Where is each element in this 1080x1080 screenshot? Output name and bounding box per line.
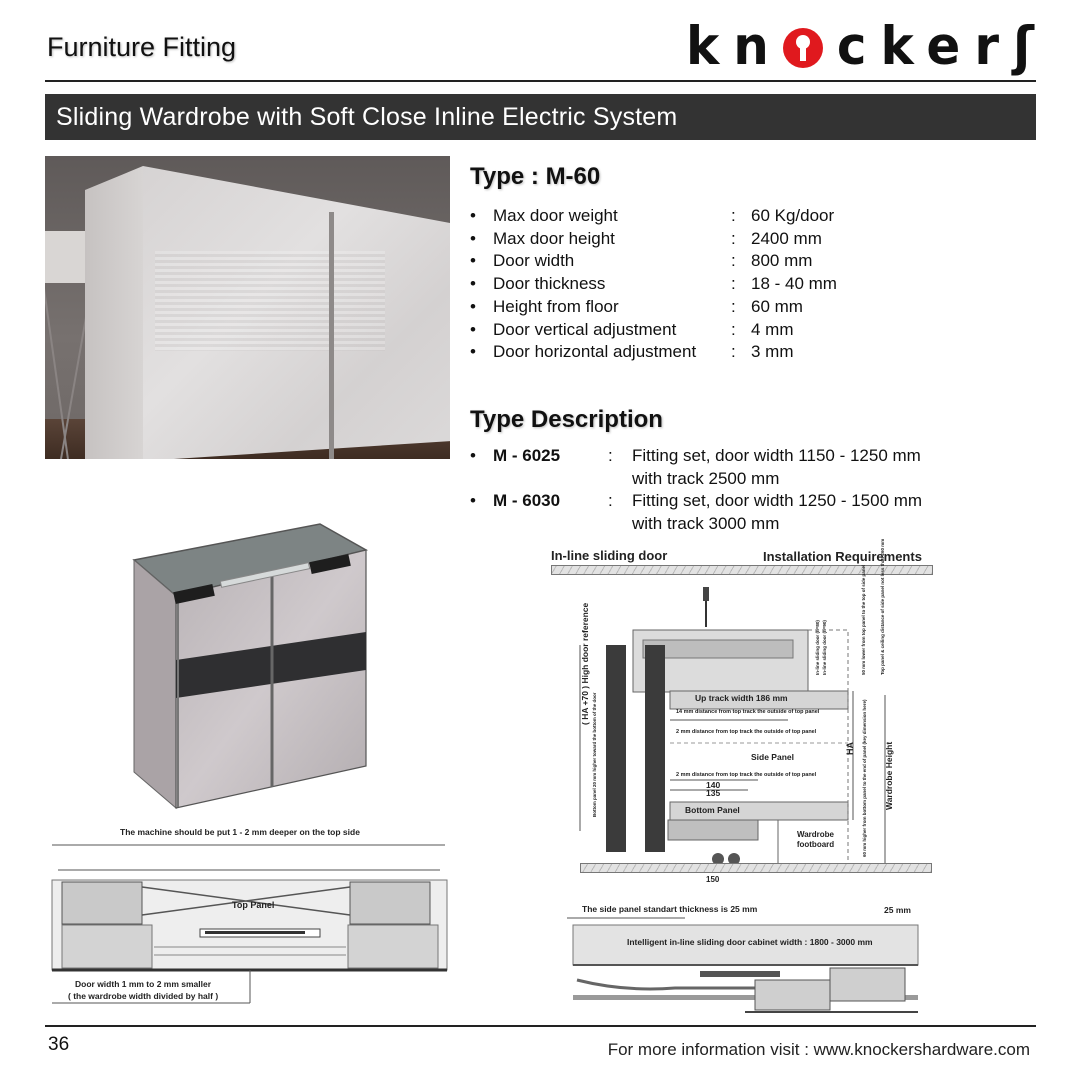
section-title: Furniture Fitting	[47, 32, 237, 62]
wardrobe-render	[130, 520, 370, 810]
footer-divider	[45, 1025, 1036, 1027]
spec-row: • Max door height : 2400 mm	[470, 228, 822, 248]
brand-logo	[686, 15, 1048, 77]
footer-website[interactable]: For more information visit : www.knockershardware.com	[607, 1040, 1030, 1059]
door-handle	[329, 212, 334, 459]
brand-text-end: ckerʃ	[836, 15, 1048, 77]
keyhole-icon	[783, 28, 823, 68]
header-divider	[45, 80, 1036, 82]
brand-text-start: kn	[686, 15, 783, 77]
type-row: • M - 6030 : Fitting set, door width 1250 - 1500 mm with track 3000 mm	[470, 491, 923, 534]
type-description-list	[470, 445, 952, 536]
product-banner	[45, 94, 1036, 140]
banner-title: Sliding Wardrobe with Soft Close Inline Electric System	[56, 102, 678, 131]
spec-row: • Max door weight : 60 Kg/door	[470, 206, 835, 225]
spec-row: • Door thickness : 18 - 40 mm	[470, 274, 837, 294]
type-description-title: Type Description	[470, 406, 663, 433]
installation-diagram: In-line sliding door Installation Requirements Up track width 186 mm 14 mm distance from top track the outside of top panel 2 mm distance from top track the outside of top panel Side Panel 2 mm distance from top track the outside of top panel 140 135 Bottom Panel Wardrobe footboard 150 HA ( HA +70 ) High door reference Bottom panel 20 mm higher toward the bottom of the door In-line sliding door (h=80) In-line sliding door (h=90) 50 mm lower from top panel to the top of side panel Top panel & ceiling distance of side panel not less than 260 mm 60 mm higher from bottom panel to the end of panel (key dimension here) Wardrobe Height	[548, 545, 938, 885]
page-number: 36	[48, 1034, 70, 1055]
spec-row: • Door vertical adjustment : 4 mm	[470, 319, 794, 339]
spec-row: • Door horizontal adjustment : 3 mm	[470, 342, 794, 362]
lamp-shade	[45, 231, 89, 283]
spec-list	[470, 205, 837, 364]
type-row: • M - 6025 : Fitting set, door width 1150 - 1250 mm with track 2500 mm	[470, 446, 921, 488]
product-photo	[45, 156, 450, 459]
spec-row: • Height from floor : 60 mm	[470, 296, 803, 316]
spec-title: Type : M-60	[470, 163, 601, 190]
cabinet-width-diagram: The side panel standart thickness is 25 mm 25 mm Intelligent in-line sliding door cabinet width : 1800 - 3000 mm	[565, 900, 920, 1020]
top-panel-diagram: The machine should be put 1 - 2 mm deeper on the top side Top Panel Door width 1 mm to 2 mm smaller ( the wardrobe width divided by half )	[50, 825, 460, 1010]
spec-row: • Door width : 800 mm	[470, 251, 813, 271]
